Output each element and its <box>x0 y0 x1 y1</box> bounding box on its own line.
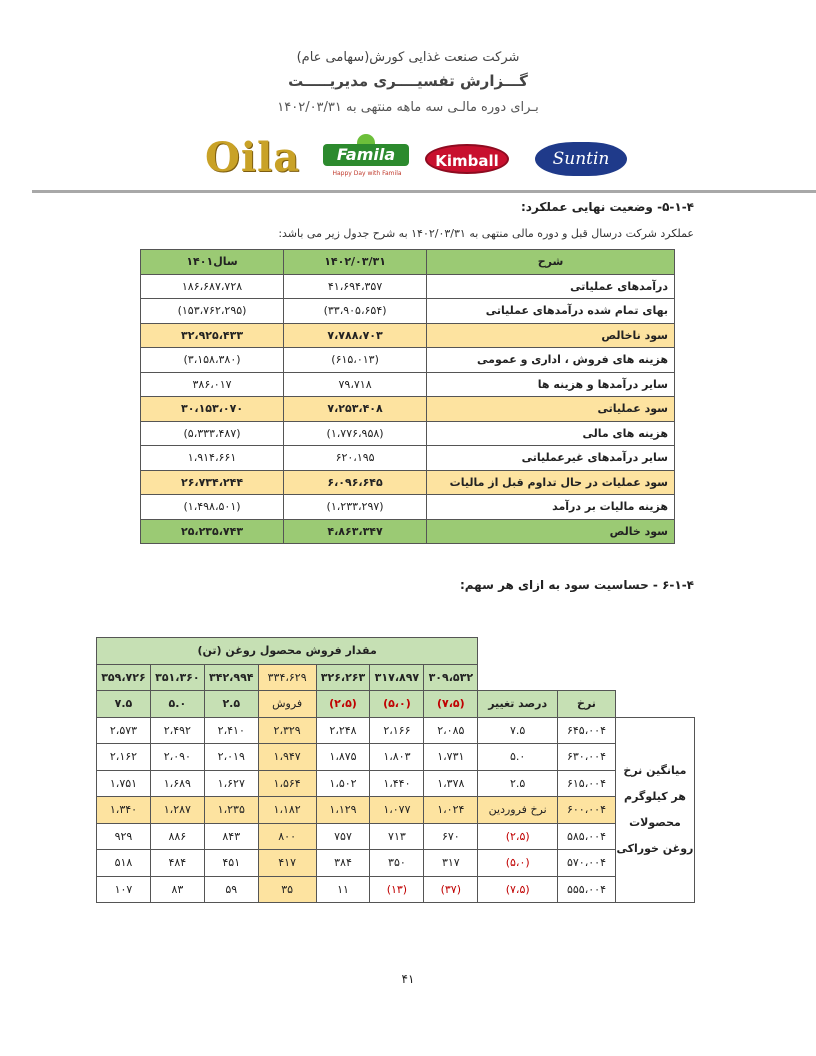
table-row <box>97 823 695 850</box>
table-header-row <box>97 638 695 665</box>
pct-change-cell: نرخ فروردین <box>478 797 558 824</box>
eps-value-cell: ۲،۵۷۳ <box>97 717 151 744</box>
table-row <box>141 446 675 471</box>
row-label: سود خالص <box>427 519 675 544</box>
column-header: ۱۴۰۲/۰۳/۳۱ <box>284 250 427 275</box>
eps-value-cell: (۱۳) <box>370 876 424 903</box>
famila-wordmark: Famila <box>323 144 409 166</box>
blank-cell <box>615 691 694 718</box>
eps-value-cell: ۷۵۷ <box>316 823 370 850</box>
eps-value-cell: (۳۷) <box>424 876 478 903</box>
current-period-value: ۷،۲۵۳،۴۰۸ <box>284 397 427 422</box>
brand-logos <box>205 134 635 186</box>
eps-value-cell: ۱،۱۲۹ <box>316 797 370 824</box>
eps-value-cell: ۲،۳۲۹ <box>258 717 316 744</box>
current-period-value: ۷،۷۸۸،۷۰۳ <box>284 323 427 348</box>
eps-value-cell: ۷۱۳ <box>370 823 424 850</box>
eps-value-cell: ۳۵۰ <box>370 850 424 877</box>
eps-value-cell: ۲،۲۴۸ <box>316 717 370 744</box>
eps-value-cell: ۱۱ <box>316 876 370 903</box>
eps-value-cell: ۲،۰۹۰ <box>150 744 204 771</box>
eps-value-cell: ۳۸۴ <box>316 850 370 877</box>
eps-value-cell: ۴۵۱ <box>204 850 258 877</box>
side-label-line: میانگین نرخ <box>623 763 687 777</box>
side-label-line: محصولات <box>629 815 681 829</box>
eps-value-cell: ۲،۴۱۰ <box>204 717 258 744</box>
current-period-value: (۳۳،۹۰۵،۶۵۴) <box>284 299 427 324</box>
table-row <box>141 323 675 348</box>
eps-value-cell: ۱،۱۸۲ <box>258 797 316 824</box>
eps-value-cell: ۱،۸۰۳ <box>370 744 424 771</box>
pct-change-header: درصد تغییر <box>478 691 558 718</box>
row-label: سود عملیاتی <box>427 397 675 422</box>
current-period-value: (۱،۲۳۳،۲۹۷) <box>284 495 427 520</box>
quantity-cell: ۳۴۲،۹۹۴ <box>204 664 258 691</box>
percent-label-cell: (۵،۰) <box>370 691 424 718</box>
section-title-performance: ۵-۱-۴- وضعیت نهایی عملکرد: <box>520 200 694 214</box>
performance-table <box>140 249 675 544</box>
eps-value-cell: ۱،۵۶۴ <box>258 770 316 797</box>
rate-cell: ۵۵۵،۰۰۴ <box>558 876 616 903</box>
blank-cell <box>478 664 695 691</box>
eps-value-cell: ۳۱۷ <box>424 850 478 877</box>
eps-value-cell: ۸۸۶ <box>150 823 204 850</box>
quantity-cell: ۳۱۷،۸۹۷ <box>370 664 424 691</box>
row-label: هزینه های مالی <box>427 421 675 446</box>
table-row <box>141 372 675 397</box>
row-label: درآمدهای عملیاتی <box>427 274 675 299</box>
prior-year-value: ۳۰،۱۵۳،۰۷۰ <box>141 397 284 422</box>
eps-value-cell: ۴۸۴ <box>150 850 204 877</box>
eps-value-cell: ۵۱۸ <box>97 850 151 877</box>
quantity-header: مقدار فروش محصول روغن (تن) <box>97 638 478 665</box>
current-period-value: ۶۲۰،۱۹۵ <box>284 446 427 471</box>
eps-value-cell: ۶۷۰ <box>424 823 478 850</box>
eps-value-cell: ۴۱۷ <box>258 850 316 877</box>
quantity-cell: ۳۲۶،۲۶۳ <box>316 664 370 691</box>
row-label: سایر درآمدهای غیرعملیاتی <box>427 446 675 471</box>
eps-value-cell: ۱،۰۷۷ <box>370 797 424 824</box>
table-row <box>97 770 695 797</box>
prior-year-value: ۲۶،۷۳۴،۲۴۴ <box>141 470 284 495</box>
table-row <box>141 348 675 373</box>
eps-value-cell: ۱،۷۳۱ <box>424 744 478 771</box>
rate-cell: ۶۳۰،۰۰۴ <box>558 744 616 771</box>
row-label: سایر درآمدها و هزینه ها <box>427 372 675 397</box>
kimball-logo: Kimball <box>425 144 509 174</box>
eps-value-cell: ۱،۳۴۰ <box>97 797 151 824</box>
prior-year-value: ۲۵،۲۳۵،۷۴۳ <box>141 519 284 544</box>
percent-label-cell: ۵.۰ <box>150 691 204 718</box>
eps-value-cell: ۱،۴۴۰ <box>370 770 424 797</box>
current-period-value: ۷۹،۷۱۸ <box>284 372 427 397</box>
side-label-line: هر کیلوگرم <box>624 789 686 803</box>
rate-cell: ۵۷۰،۰۰۴ <box>558 850 616 877</box>
table-row <box>97 850 695 877</box>
section-description: عملکرد شرکت درسال قبل و دوره مالی منتهی به ۱۴۰۲/۰۳/۳۱ به شرح جدول زیر می باشد: <box>278 227 694 240</box>
pct-change-cell: ۲.۵ <box>478 770 558 797</box>
quantity-cell: ۳۰۹،۵۳۲ <box>424 664 478 691</box>
eps-value-cell: ۲،۱۶۶ <box>370 717 424 744</box>
header-divider <box>32 190 816 193</box>
current-period-value: ۴۱،۶۹۴،۳۵۷ <box>284 274 427 299</box>
rate-cell: ۶۰۰،۰۰۴ <box>558 797 616 824</box>
side-label-line: روغن خوراکی <box>616 841 694 855</box>
table-row <box>141 421 675 446</box>
column-header: سال۱۴۰۱ <box>141 250 284 275</box>
table-row <box>141 470 675 495</box>
eps-value-cell: ۱،۸۷۵ <box>316 744 370 771</box>
table-row <box>141 299 675 324</box>
pct-change-cell: (۲،۵) <box>478 823 558 850</box>
row-label: بهای تمام شده درآمدهای عملیاتی <box>427 299 675 324</box>
prior-year-value: ۳۲،۹۲۵،۴۳۳ <box>141 323 284 348</box>
quantity-cell: ۳۵۱،۳۶۰ <box>150 664 204 691</box>
eps-value-cell: ۱،۰۲۴ <box>424 797 478 824</box>
percent-label-cell: ۷.۵ <box>97 691 151 718</box>
eps-value-cell: ۳۵ <box>258 876 316 903</box>
rate-header: نرخ <box>558 691 616 718</box>
table-row <box>97 876 695 903</box>
sensitivity-table <box>96 637 695 903</box>
prior-year-value: (۵،۳۳۳،۴۸۷) <box>141 421 284 446</box>
suntin-logo: Suntin <box>535 142 627 176</box>
current-period-value: ۶،۰۹۶،۶۴۵ <box>284 470 427 495</box>
prior-year-value: ۱،۹۱۴،۶۶۱ <box>141 446 284 471</box>
quantity-cell: ۳۵۹،۷۲۶ <box>97 664 151 691</box>
table-header-row <box>141 250 675 275</box>
pct-change-cell: ۵.۰ <box>478 744 558 771</box>
table-row <box>141 274 675 299</box>
eps-value-cell: ۲،۰۱۹ <box>204 744 258 771</box>
prior-year-value: (۳،۱۵۸،۳۸۰) <box>141 348 284 373</box>
eps-value-cell: ۱،۲۳۵ <box>204 797 258 824</box>
current-period-value: ۴،۸۶۳،۳۴۷ <box>284 519 427 544</box>
side-label <box>615 717 694 903</box>
eps-value-cell: ۱،۶۲۷ <box>204 770 258 797</box>
eps-value-cell: ۱،۲۸۷ <box>150 797 204 824</box>
percent-label-cell: (۲،۵) <box>316 691 370 718</box>
prior-year-value: ۱۸۶،۶۸۷،۷۲۸ <box>141 274 284 299</box>
page-number: ۴۱ <box>401 972 415 986</box>
report-title: گـــزارش تفسیــــری مدیریـــــت <box>288 72 528 90</box>
eps-value-cell: ۱،۷۵۱ <box>97 770 151 797</box>
quantity-cell: ۳۳۴،۶۲۹ <box>258 664 316 691</box>
percent-label-cell: ۲.۵ <box>204 691 258 718</box>
eps-value-cell: ۹۲۹ <box>97 823 151 850</box>
table-header-row <box>97 691 695 718</box>
percent-label-cell: (۷،۵) <box>424 691 478 718</box>
pct-change-cell: ۷.۵ <box>478 717 558 744</box>
table-row <box>97 744 695 771</box>
eps-value-cell: ۱،۶۸۹ <box>150 770 204 797</box>
row-label: هزینه مالیات بر درآمد <box>427 495 675 520</box>
table-row <box>97 717 695 744</box>
rate-cell: ۵۸۵،۰۰۴ <box>558 823 616 850</box>
eps-value-cell: ۱۰۷ <box>97 876 151 903</box>
eps-value-cell: ۲،۱۶۲ <box>97 744 151 771</box>
prior-year-value: (۱۵۳،۷۶۲،۲۹۵) <box>141 299 284 324</box>
eps-value-cell: ۸۴۳ <box>204 823 258 850</box>
report-period: بـرای دوره مالـی سه ماهه منتهی به ۱۴۰۲/۰۳/۳۱ <box>277 100 539 115</box>
pct-change-cell: (۵،۰) <box>478 850 558 877</box>
eps-value-cell: ۱،۵۰۲ <box>316 770 370 797</box>
prior-year-value: ۳۸۶،۰۱۷ <box>141 372 284 397</box>
eps-value-cell: ۱،۳۷۸ <box>424 770 478 797</box>
rate-cell: ۶۴۵،۰۰۴ <box>558 717 616 744</box>
table-row <box>141 397 675 422</box>
prior-year-value: (۱،۴۹۸،۵۰۱) <box>141 495 284 520</box>
table-header-row <box>97 664 695 691</box>
company-name: شرکت صنعت غذایی کورش(سهامی عام) <box>296 50 520 65</box>
row-label: سود عملیات در حال تداوم قبل از مالیات <box>427 470 675 495</box>
eps-value-cell: ۲،۰۸۵ <box>424 717 478 744</box>
famila-tagline: Happy Day with Famila <box>332 170 402 177</box>
famila-logo <box>323 138 409 182</box>
current-period-value: (۶۱۵،۰۱۳) <box>284 348 427 373</box>
eps-value-cell: ۸۳ <box>150 876 204 903</box>
table-row <box>141 495 675 520</box>
table-row <box>97 797 695 824</box>
pct-change-cell: (۷،۵) <box>478 876 558 903</box>
eps-value-cell: ۸۰۰ <box>258 823 316 850</box>
rate-cell: ۶۱۵،۰۰۴ <box>558 770 616 797</box>
oila-logo: Oila <box>205 134 301 181</box>
percent-label-cell: فروش <box>258 691 316 718</box>
section-title-sensitivity: ۶-۱-۴ - حساسیت سود به ازای هر سهم: <box>459 578 694 592</box>
table-row <box>141 519 675 544</box>
column-header: شرح <box>427 250 675 275</box>
row-label: هزینه های فروش ، اداری و عمومی <box>427 348 675 373</box>
blank-cell <box>478 638 695 665</box>
eps-value-cell: ۱،۹۴۷ <box>258 744 316 771</box>
row-label: سود ناخالص <box>427 323 675 348</box>
current-period-value: (۱،۷۷۶،۹۵۸) <box>284 421 427 446</box>
eps-value-cell: ۲،۴۹۲ <box>150 717 204 744</box>
eps-value-cell: ۵۹ <box>204 876 258 903</box>
